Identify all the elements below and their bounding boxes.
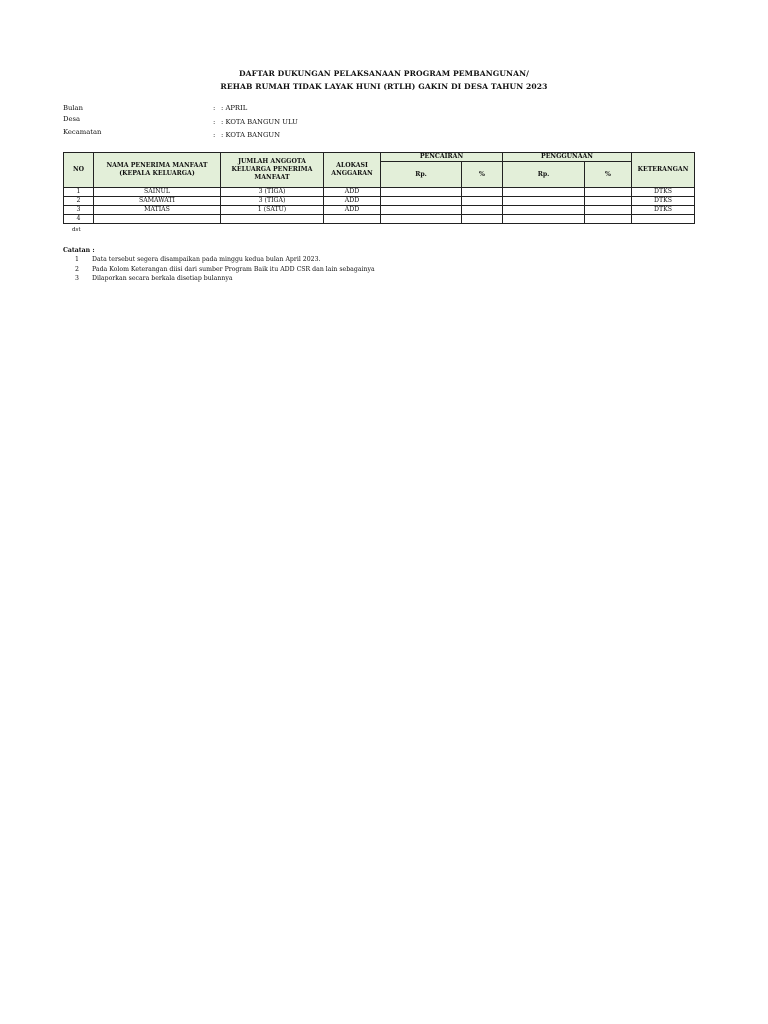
cell-jumlah xyxy=(221,215,324,224)
document-title-line-2: REHAB RUMAH TIDAK LAYAK HUNI (RTLH) GAKIN DI DESA TAHUN 2023 xyxy=(220,82,548,91)
cell-penggunaan-pct xyxy=(585,197,632,206)
header-penggunaan-pct: % xyxy=(585,162,632,188)
meta-desa-colon: : xyxy=(213,118,216,126)
header-keterangan: KETERANGAN xyxy=(632,153,695,188)
cell-jumlah: 3 (TIGA) xyxy=(221,197,324,206)
cell-alokasi xyxy=(324,215,381,224)
cell-no: 4 xyxy=(64,215,94,224)
cell-no: 3 xyxy=(64,206,94,215)
header-nama-penerima: NAMA PENERIMA MANFAAT (KEPALA KELUARGA) xyxy=(94,153,221,188)
header-jumlah-anggota: JUMLAH ANGGOTA KELUARGA PENERIMA MANFAAT xyxy=(221,153,324,188)
cell-nama: MATIAS xyxy=(94,206,221,215)
meta-bulan-colon: : xyxy=(213,104,216,112)
cell-penggunaan-rp xyxy=(503,188,585,197)
table-row xyxy=(64,215,695,224)
cell-keterangan xyxy=(632,215,695,224)
cell-alokasi: ADD xyxy=(324,206,381,215)
table-continuation-note: dst xyxy=(72,227,81,233)
note-text: Data tersebut segera disampaikan pada minggu kedua bulan April 2023. xyxy=(92,256,321,263)
notes-section xyxy=(63,247,375,285)
meta-kecamatan-label: Kecamatan xyxy=(63,128,102,136)
cell-keterangan: DTKS xyxy=(632,197,695,206)
cell-pencairan-pct xyxy=(462,206,503,215)
header-pencairan-pct: % xyxy=(462,162,503,188)
table-row xyxy=(64,188,695,197)
cell-penggunaan-pct xyxy=(585,206,632,215)
meta-bulan-value: : APRIL xyxy=(221,104,248,112)
cell-nama: SAMAWATI xyxy=(94,197,221,206)
cell-pencairan-rp xyxy=(381,215,462,224)
note-item xyxy=(63,256,321,266)
meta-kecamatan-colon: : xyxy=(213,131,216,139)
meta-kecamatan-value: : KOTA BANGUN xyxy=(221,131,281,139)
cell-penggunaan-rp xyxy=(503,197,585,206)
cell-no: 2 xyxy=(64,197,94,206)
cell-nama: SAINUL xyxy=(94,188,221,197)
header-penggunaan: PENGGUNAAN xyxy=(503,153,632,162)
header-alokasi-anggaran: ALOKASI ANGGARAN xyxy=(324,153,381,188)
header-no: NO xyxy=(64,153,94,188)
cell-penggunaan-pct xyxy=(585,188,632,197)
cell-pencairan-rp xyxy=(381,188,462,197)
note-item xyxy=(63,265,375,276)
cell-penggunaan-rp xyxy=(503,215,585,224)
cell-jumlah: 1 (SATU) xyxy=(221,206,324,215)
note-item xyxy=(63,275,233,285)
cell-alokasi: ADD xyxy=(324,197,381,206)
cell-pencairan-rp xyxy=(381,206,462,215)
note-number: 3 xyxy=(75,275,79,282)
cell-pencairan-pct xyxy=(462,188,503,197)
beneficiary-table xyxy=(63,152,695,224)
header-pencairan: PENCAIRAN xyxy=(381,153,503,162)
cell-keterangan: DTKS xyxy=(632,206,695,215)
table-row xyxy=(64,197,695,206)
meta-desa-label: Desa xyxy=(63,115,81,123)
cell-penggunaan-pct xyxy=(585,215,632,224)
header-penggunaan-rp: Rp. xyxy=(503,162,585,188)
cell-nama xyxy=(94,215,221,224)
meta-desa-value: : KOTA BANGUN ULU xyxy=(221,118,298,126)
cell-no: 1 xyxy=(64,188,94,197)
note-number: 1 xyxy=(75,256,79,263)
cell-pencairan-pct xyxy=(462,197,503,206)
cell-jumlah: 3 (TIGA) xyxy=(221,188,324,197)
notes-title: Catatan : xyxy=(63,247,95,254)
cell-penggunaan-rp xyxy=(503,206,585,215)
table-row xyxy=(64,206,695,215)
document-title-line-1: DAFTAR DUKUNGAN PELAKSANAAN PROGRAM PEMBANGUNAN/ xyxy=(238,69,529,78)
cell-pencairan-pct xyxy=(462,215,503,224)
cell-alokasi: ADD xyxy=(324,188,381,197)
cell-keterangan: DTKS xyxy=(632,188,695,197)
cell-pencairan-rp xyxy=(381,197,462,206)
note-number: 2 xyxy=(75,265,79,273)
note-text: Pada Kolom Keterangan diisi dari sumber Program Baik itu ADD CSR dan lain sebagainya xyxy=(92,265,375,273)
header-pencairan-rp: Rp. xyxy=(381,162,462,188)
note-text: Dilaporkan secara berkala disetiap bulannya xyxy=(92,275,233,282)
meta-bulan-label: Bulan xyxy=(63,104,83,112)
